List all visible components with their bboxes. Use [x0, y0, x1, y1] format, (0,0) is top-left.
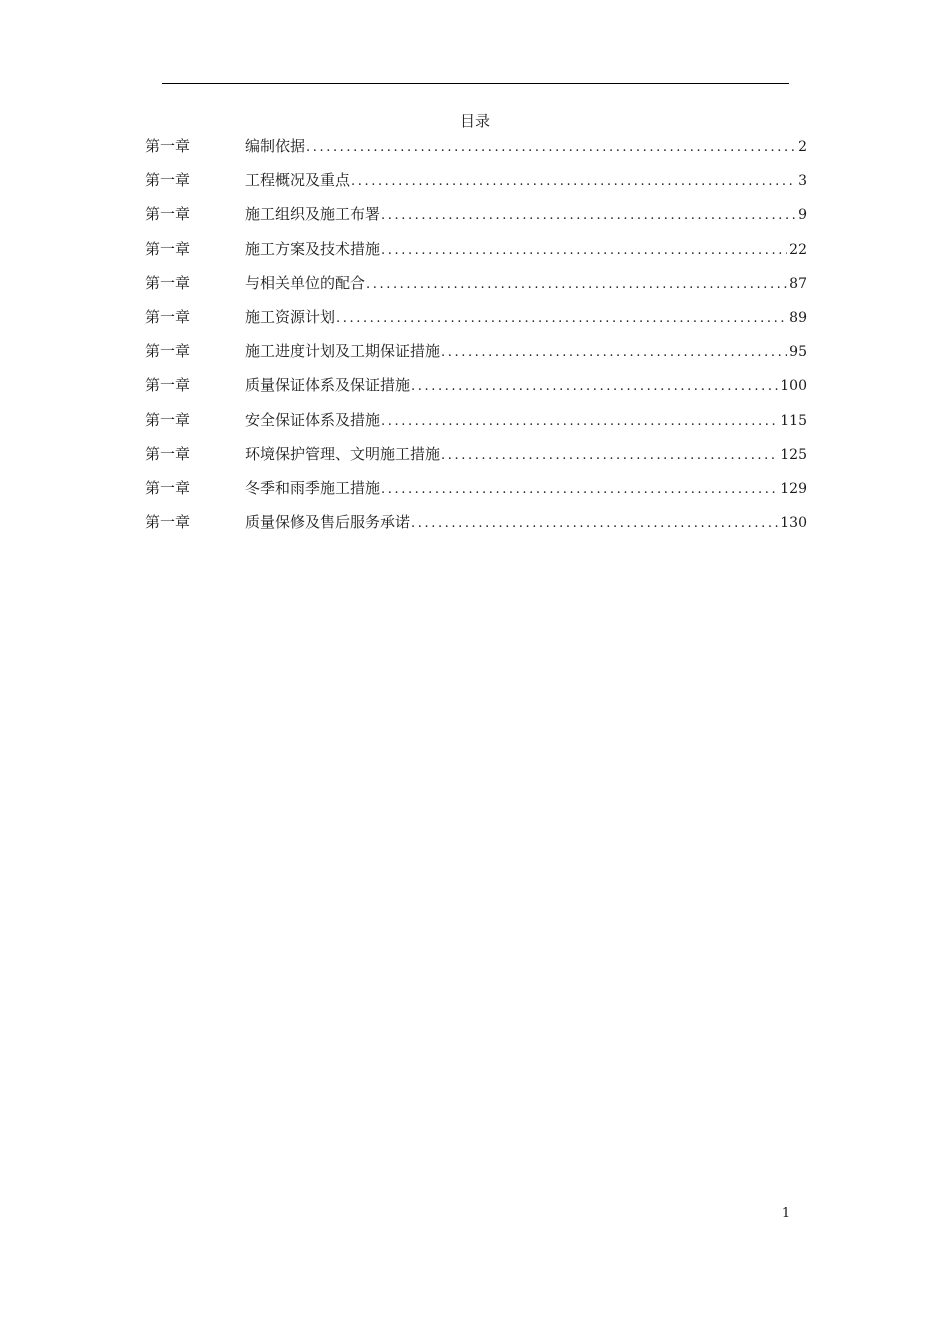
toc-entry[interactable]: [145, 239, 807, 273]
toc-entry-title: 施工资源计划: [245, 307, 336, 326]
toc-entry[interactable]: [145, 410, 807, 444]
toc-entry-title: 冬季和雨季施工措施: [245, 478, 381, 497]
toc-page-number: 89: [789, 309, 807, 326]
toc-chapter-label: 第一章: [145, 137, 191, 155]
toc-dot-leader: [381, 480, 778, 500]
toc-dot-leader: [366, 275, 787, 295]
toc-entry-title: 质量保证体系及保证措施: [245, 376, 411, 395]
toc-entry[interactable]: [145, 444, 807, 478]
toc-chapter-label: 第一章: [145, 444, 191, 463]
toc-chapter-label: 第一章: [145, 478, 191, 497]
toc-page-number: 129: [780, 480, 807, 497]
toc-dot-leader: [381, 412, 778, 432]
toc-entry[interactable]: [145, 204, 807, 238]
toc-dot-leader: [411, 377, 778, 397]
toc-chapter-label: 第一章: [145, 171, 191, 190]
toc-page-number: 115: [780, 412, 807, 429]
toc-chapter-label: 第一章: [145, 410, 191, 429]
toc-page-number: 130: [780, 515, 807, 532]
toc-entry[interactable]: [145, 341, 807, 375]
toc-dot-leader: [411, 514, 778, 534]
page-number: 1: [781, 1206, 791, 1221]
toc-entry-title: 工程概况及重点: [245, 171, 351, 190]
toc-list: [145, 136, 807, 546]
toc-entry[interactable]: [145, 307, 807, 341]
toc-page-number: 100: [780, 378, 807, 395]
toc-chapter-label: 第一章: [145, 376, 191, 395]
toc-page-number: 95: [789, 344, 807, 361]
toc-dot-leader: [441, 446, 778, 466]
header-rule: [162, 83, 789, 84]
toc-entry[interactable]: [145, 170, 807, 204]
toc-entry-title: 环境保护管理、文明施工措施: [245, 444, 441, 463]
toc-chapter-label: 第一章: [145, 239, 191, 258]
toc-entry-title: 与相关单位的配合: [245, 273, 366, 292]
toc-dot-leader: [351, 172, 796, 192]
toc-entry[interactable]: [145, 512, 807, 546]
toc-dot-leader: [381, 241, 787, 261]
toc-chapter-label: 第一章: [145, 513, 191, 532]
toc-chapter-label: 第一章: [145, 342, 191, 361]
toc-chapter-label: 第一章: [145, 205, 191, 224]
toc-entry[interactable]: [145, 478, 807, 512]
toc-dot-leader: [336, 309, 787, 329]
toc-dot-leader: [306, 138, 796, 158]
toc-page-number: 2: [798, 139, 807, 155]
toc-dot-leader: [381, 206, 796, 226]
toc-chapter-label: 第一章: [145, 307, 191, 326]
toc-page-number: 125: [780, 446, 807, 463]
toc-entry-title: 编制依据: [245, 137, 306, 155]
toc-page-number: 3: [798, 173, 807, 190]
toc-entry-title: 安全保证体系及措施: [245, 410, 381, 429]
toc-page-number: 9: [798, 207, 807, 224]
toc-entry[interactable]: [145, 375, 807, 409]
toc-page-number: 22: [789, 241, 807, 258]
toc-entry-title: 施工组织及施工布署: [245, 205, 381, 224]
toc-dot-leader: [441, 343, 787, 363]
toc-entry-title: 质量保修及售后服务承诺: [245, 513, 411, 532]
toc-page-number: 87: [789, 275, 807, 292]
toc-title: 目录: [459, 112, 490, 130]
toc-chapter-label: 第一章: [145, 273, 191, 292]
toc-entry-title: 施工进度计划及工期保证措施: [245, 342, 441, 361]
toc-entry[interactable]: [145, 136, 807, 170]
toc-entry-title: 施工方案及技术措施: [245, 239, 381, 258]
toc-entry[interactable]: [145, 273, 807, 307]
